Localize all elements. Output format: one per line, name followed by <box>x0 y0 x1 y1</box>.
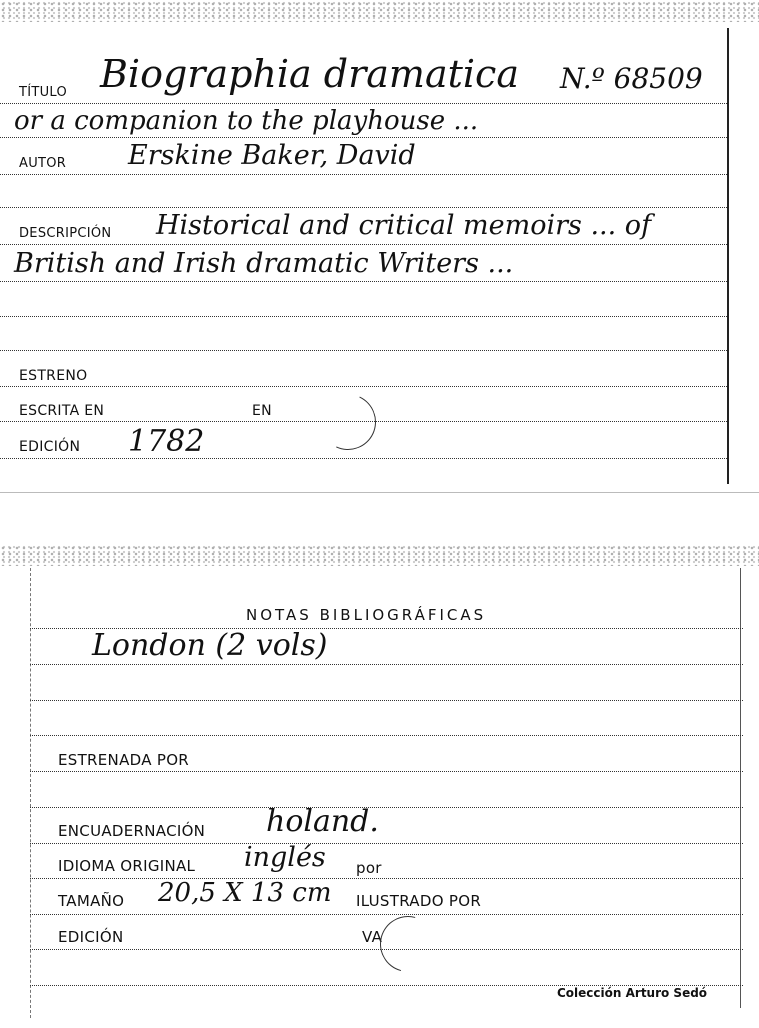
descripcion-label: DESCRIPCIÓN <box>19 226 112 241</box>
tamano-value: 20,5 X 13 cm <box>158 878 332 908</box>
rule <box>30 664 743 665</box>
rule <box>0 103 727 104</box>
rule <box>30 735 743 736</box>
titulo-value: Biographia dramatica <box>100 52 519 96</box>
rule <box>0 281 727 282</box>
ilustrado-por-label: ILUSTRADO POR <box>356 892 482 910</box>
rule <box>30 807 743 808</box>
rule <box>30 771 743 772</box>
autor-label: AUTOR <box>19 156 67 171</box>
rule <box>30 914 743 915</box>
rule <box>0 386 727 387</box>
tamano-label: TAMAÑO <box>58 892 125 910</box>
card-right-edge <box>727 28 729 484</box>
edicion-label: EDICIÓN <box>19 439 81 455</box>
rule <box>30 700 743 701</box>
rule <box>0 458 727 459</box>
rule <box>0 316 727 317</box>
idioma-original-label: IDIOMA ORIGINAL <box>58 857 196 875</box>
rule <box>0 350 727 351</box>
catalog-card-back <box>0 538 759 1028</box>
descripcion-value: Historical and critical memoirs ... of <box>156 210 652 241</box>
rule <box>0 207 727 208</box>
titulo-number: N.º 68509 <box>560 62 703 95</box>
autor-value: Erskine Baker, David <box>128 140 416 171</box>
collection-footer: Colección Arturo Sedó <box>557 986 708 1000</box>
titulo-value-continued: or a companion to the playhouse ... <box>14 106 479 136</box>
estrenada-por-label: ESTRENADA POR <box>58 751 190 769</box>
punch-hole <box>370 906 446 982</box>
en-label: EN <box>252 403 272 419</box>
edicion-label: EDICIÓN <box>58 928 124 946</box>
rule <box>0 137 727 138</box>
por-label: por <box>356 859 382 877</box>
notas-bibliograficas-heading: NOTAS BIBLIOGRÁFICAS <box>246 606 487 624</box>
punch-hole <box>312 386 384 458</box>
card-right-edge <box>740 568 741 1008</box>
edicion-value: 1782 <box>128 424 205 459</box>
torn-edge-top <box>0 544 759 566</box>
rule <box>0 174 727 175</box>
titulo-label: TÍTULO <box>19 85 68 100</box>
encuadernacion-value: holand. <box>266 804 379 839</box>
card-left-edge <box>30 568 32 1018</box>
rule <box>30 878 743 879</box>
catalog-card-front <box>0 0 759 493</box>
notas-value: London (2 vols) <box>92 628 328 663</box>
descripcion-value-continued: British and Irish dramatic Writers ... <box>14 248 514 279</box>
idioma-original-value: inglés <box>244 842 326 873</box>
torn-edge-top <box>0 0 759 22</box>
escrita-en-label: ESCRITA EN <box>19 403 105 419</box>
rule <box>30 843 743 844</box>
rule <box>0 244 727 245</box>
va-label: VA <box>362 928 383 946</box>
encuadernacion-label: ENCUADERNACIÓN <box>58 822 206 840</box>
estreno-label: ESTRENO <box>19 368 88 384</box>
